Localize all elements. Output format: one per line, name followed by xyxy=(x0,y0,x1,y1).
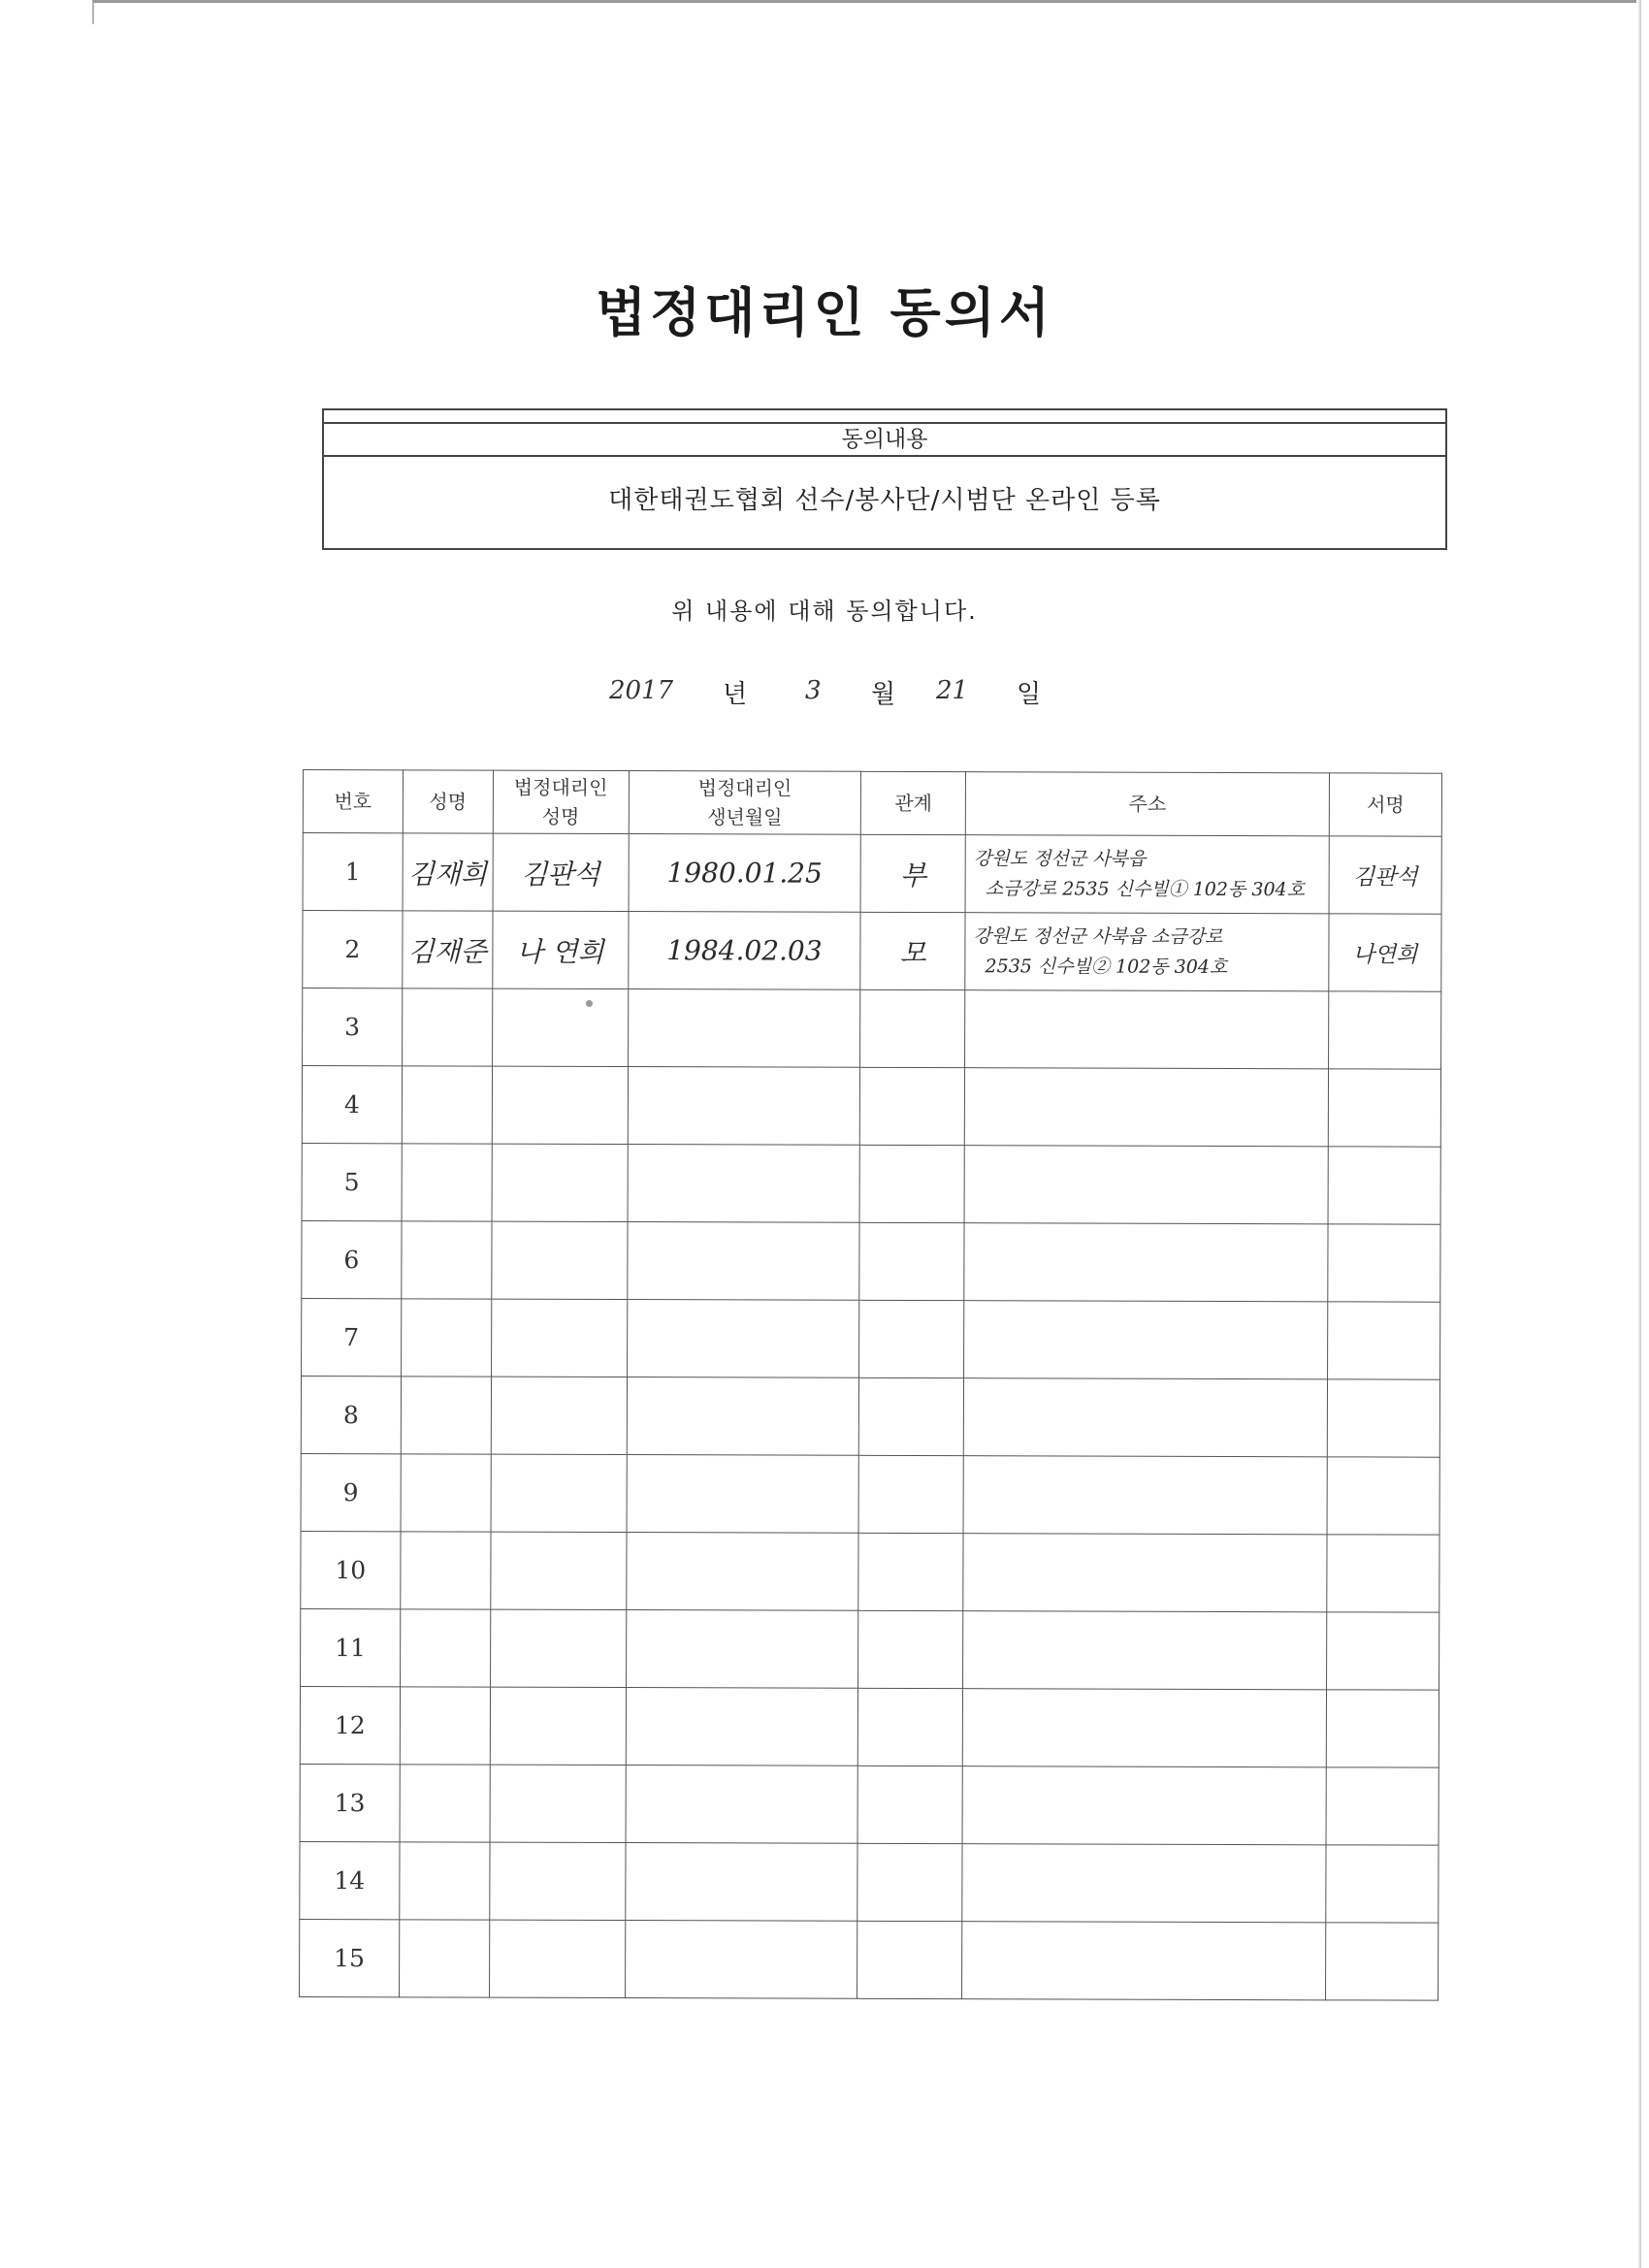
row-name: 김재희 xyxy=(403,833,493,911)
date-month: 3 xyxy=(805,676,822,705)
date-year-unit: 년 xyxy=(723,680,748,709)
date-day: 21 xyxy=(936,676,969,705)
row-guardian-birth xyxy=(627,1300,859,1378)
address-line-2: 2535 신수빌② 102동 304호 xyxy=(985,955,1228,978)
row-guardian-name xyxy=(491,1532,627,1609)
row-name xyxy=(402,988,492,1066)
row-name xyxy=(400,1765,490,1842)
row-name xyxy=(400,1687,490,1765)
scan-edge-top xyxy=(92,0,1636,24)
row-name xyxy=(401,1454,491,1532)
row-address xyxy=(964,1068,1328,1147)
row-name xyxy=(401,1532,491,1609)
row-guardian-birth xyxy=(628,989,860,1068)
row-signature xyxy=(1328,1224,1440,1302)
table-row xyxy=(300,1919,1439,2000)
row-relation xyxy=(859,1222,964,1300)
table-row xyxy=(301,1453,1439,1535)
row-guardian-name xyxy=(491,1299,627,1377)
row-no: 13 xyxy=(300,1764,400,1841)
row-signature xyxy=(1326,1767,1439,1845)
row-guardian-name: 나 연희 xyxy=(493,911,629,988)
row-address xyxy=(963,1534,1327,1612)
consent-box xyxy=(322,408,1447,550)
row-signature xyxy=(1327,1535,1439,1612)
header-relation: 관계 xyxy=(861,771,966,834)
row-signature xyxy=(1327,1457,1439,1535)
row-no: 15 xyxy=(300,1919,400,1996)
row-address xyxy=(963,1456,1327,1535)
row-guardian-birth xyxy=(626,1766,858,1844)
table-row xyxy=(301,1531,1439,1612)
row-guardian-name: 김판석 xyxy=(493,833,629,911)
address-line-2 xyxy=(971,1805,1326,1806)
row-address xyxy=(962,1766,1326,1845)
address-line-1 xyxy=(971,1805,1326,1806)
address-line-1 xyxy=(972,1417,1327,1418)
date-line xyxy=(0,674,1649,723)
row-signature xyxy=(1329,991,1441,1069)
row-name xyxy=(399,1920,489,1997)
row-relation xyxy=(857,1921,962,1998)
row-relation xyxy=(858,1688,963,1766)
row-no: 12 xyxy=(300,1686,400,1764)
address-line-2 xyxy=(971,1728,1326,1729)
row-address xyxy=(963,1611,1327,1690)
table-row xyxy=(302,1298,1440,1379)
row-guardian-birth xyxy=(627,1455,859,1534)
row-address xyxy=(962,1844,1326,1923)
address-line-1 xyxy=(973,1262,1328,1263)
table-row xyxy=(302,1220,1440,1302)
table-row xyxy=(301,1376,1439,1457)
address-line-2 xyxy=(973,1029,1328,1030)
address-line-2 xyxy=(970,1960,1325,1961)
row-signature: 나연희 xyxy=(1329,914,1441,991)
address-line-2 xyxy=(973,1262,1328,1263)
row-address xyxy=(964,1223,1328,1302)
row-guardian-birth: 1984.02.03 xyxy=(628,912,860,990)
row-address xyxy=(962,1922,1326,2000)
address-line-2 xyxy=(971,1650,1326,1651)
header-guardian-name: 법정대리인 성명 xyxy=(493,770,629,833)
row-no: 2 xyxy=(303,911,403,988)
row-no: 4 xyxy=(302,1066,402,1144)
row-address xyxy=(963,1378,1327,1457)
address-line-1 xyxy=(973,1107,1328,1108)
table-row xyxy=(302,1066,1440,1148)
row-guardian-name xyxy=(492,988,628,1066)
address-line-1 xyxy=(973,1184,1328,1185)
row-name xyxy=(400,1842,490,1920)
row-relation xyxy=(859,1377,964,1455)
table-row xyxy=(301,1608,1439,1690)
agree-statement: 위 내용에 대해 동의합니다. xyxy=(671,598,978,625)
address-line-1 xyxy=(972,1495,1327,1496)
table-body xyxy=(300,833,1442,2001)
table-row xyxy=(303,911,1441,992)
row-guardian-birth xyxy=(626,1533,858,1611)
document-title: 법정대리인 동의서 xyxy=(595,281,1054,343)
table-row xyxy=(302,1143,1440,1224)
header-guardian-birth: 법정대리인 생년월일 xyxy=(629,771,861,835)
row-guardian-name xyxy=(490,1609,626,1687)
row-name xyxy=(402,1221,492,1299)
row-guardian-name xyxy=(490,1687,626,1765)
table-row xyxy=(303,988,1441,1070)
row-relation xyxy=(859,1145,964,1222)
address-line-2 xyxy=(972,1340,1327,1341)
address-line-1 xyxy=(973,1029,1328,1030)
address-line-2: 소금강로 2535 신수빌① 102동 304호 xyxy=(985,877,1306,900)
row-guardian-name xyxy=(492,1144,628,1221)
row-name xyxy=(402,1066,492,1144)
address-line-1 xyxy=(971,1650,1326,1651)
row-guardian-birth xyxy=(625,1843,857,1922)
row-address xyxy=(965,913,1329,991)
address-line-2 xyxy=(972,1572,1327,1573)
guardian-table xyxy=(299,769,1442,2001)
consent-header: 동의내용 xyxy=(324,422,1445,457)
row-signature xyxy=(1327,1612,1439,1690)
row-relation xyxy=(859,1300,964,1377)
row-relation xyxy=(860,989,965,1067)
row-guardian-name xyxy=(489,1920,625,1997)
row-guardian-birth xyxy=(627,1222,859,1301)
address-line-2 xyxy=(973,1184,1328,1185)
row-signature xyxy=(1327,1379,1439,1457)
row-guardian-birth xyxy=(628,1145,860,1223)
row-address xyxy=(964,1301,1328,1379)
row-guardian-name xyxy=(491,1377,627,1454)
row-no: 7 xyxy=(302,1298,402,1376)
header-name: 성명 xyxy=(403,770,493,833)
address-line-2 xyxy=(972,1417,1327,1418)
table-row xyxy=(300,1841,1439,1923)
row-relation xyxy=(858,1455,963,1533)
row-address xyxy=(965,835,1329,914)
row-guardian-birth xyxy=(628,1067,860,1146)
row-guardian-birth xyxy=(626,1610,858,1689)
row-guardian-name xyxy=(492,1221,628,1299)
row-guardian-birth xyxy=(626,1688,858,1766)
table-row xyxy=(300,1764,1439,1845)
row-signature xyxy=(1326,1923,1439,2000)
row-address xyxy=(964,1146,1328,1224)
row-signature: 김판석 xyxy=(1329,836,1441,914)
row-relation: 부 xyxy=(860,834,965,912)
row-no: 11 xyxy=(301,1608,401,1686)
row-no: 6 xyxy=(302,1220,402,1298)
address-line-1 xyxy=(972,1572,1327,1573)
row-name xyxy=(402,1144,492,1221)
date-year: 2017 xyxy=(609,676,674,705)
consent-body: 대한태권도협회 선수/봉사단/시범단 온라인 등록 xyxy=(608,486,1161,515)
address-line-1 xyxy=(970,1960,1325,1961)
row-signature xyxy=(1326,1690,1439,1767)
address-line-1 xyxy=(971,1883,1326,1884)
table-header-row xyxy=(303,770,1441,837)
row-no: 1 xyxy=(303,833,403,911)
row-guardian-birth xyxy=(627,1377,859,1456)
row-no: 8 xyxy=(301,1376,401,1453)
address-line-1: 강원도 정선군 사북읍 소금강로 xyxy=(973,924,1223,948)
row-no: 9 xyxy=(301,1453,401,1531)
header-signature: 서명 xyxy=(1329,773,1441,836)
row-address xyxy=(965,990,1329,1069)
row-relation xyxy=(857,1766,962,1843)
row-relation: 모 xyxy=(860,912,965,989)
date-month-unit: 월 xyxy=(871,680,896,709)
row-name xyxy=(401,1377,491,1454)
row-guardian-name xyxy=(490,1765,626,1842)
table-row xyxy=(303,833,1441,915)
address-line-1 xyxy=(971,1728,1326,1729)
date-day-unit: 일 xyxy=(1017,680,1042,709)
row-no: 5 xyxy=(302,1143,402,1220)
row-address xyxy=(962,1689,1326,1767)
row-guardian-birth: 1980.01.25 xyxy=(629,834,861,913)
row-signature xyxy=(1326,1845,1439,1923)
row-relation xyxy=(858,1533,963,1610)
table-row xyxy=(300,1686,1439,1767)
row-relation xyxy=(857,1843,962,1921)
row-signature xyxy=(1328,1069,1440,1147)
address-line-1 xyxy=(972,1340,1327,1341)
header-no: 번호 xyxy=(303,770,403,833)
address-line-2 xyxy=(973,1107,1328,1108)
address-line-2 xyxy=(972,1495,1327,1496)
row-no: 10 xyxy=(301,1531,401,1608)
row-guardian-name xyxy=(491,1454,627,1532)
row-guardian-name xyxy=(492,1066,628,1144)
row-guardian-birth xyxy=(625,1921,857,1999)
row-no: 3 xyxy=(303,988,403,1066)
scan-speck xyxy=(586,1000,593,1007)
row-no: 14 xyxy=(300,1841,400,1919)
row-guardian-name xyxy=(490,1842,626,1920)
row-signature xyxy=(1328,1302,1440,1379)
header-address: 주소 xyxy=(965,772,1329,836)
row-name xyxy=(401,1299,491,1377)
row-relation xyxy=(860,1067,965,1145)
row-name xyxy=(400,1609,490,1687)
address-line-1: 강원도 정선군 사북읍 xyxy=(973,847,1147,870)
row-signature xyxy=(1328,1147,1440,1224)
row-relation xyxy=(858,1610,963,1688)
address-line-2 xyxy=(971,1883,1326,1884)
row-name: 김재준 xyxy=(403,911,493,988)
